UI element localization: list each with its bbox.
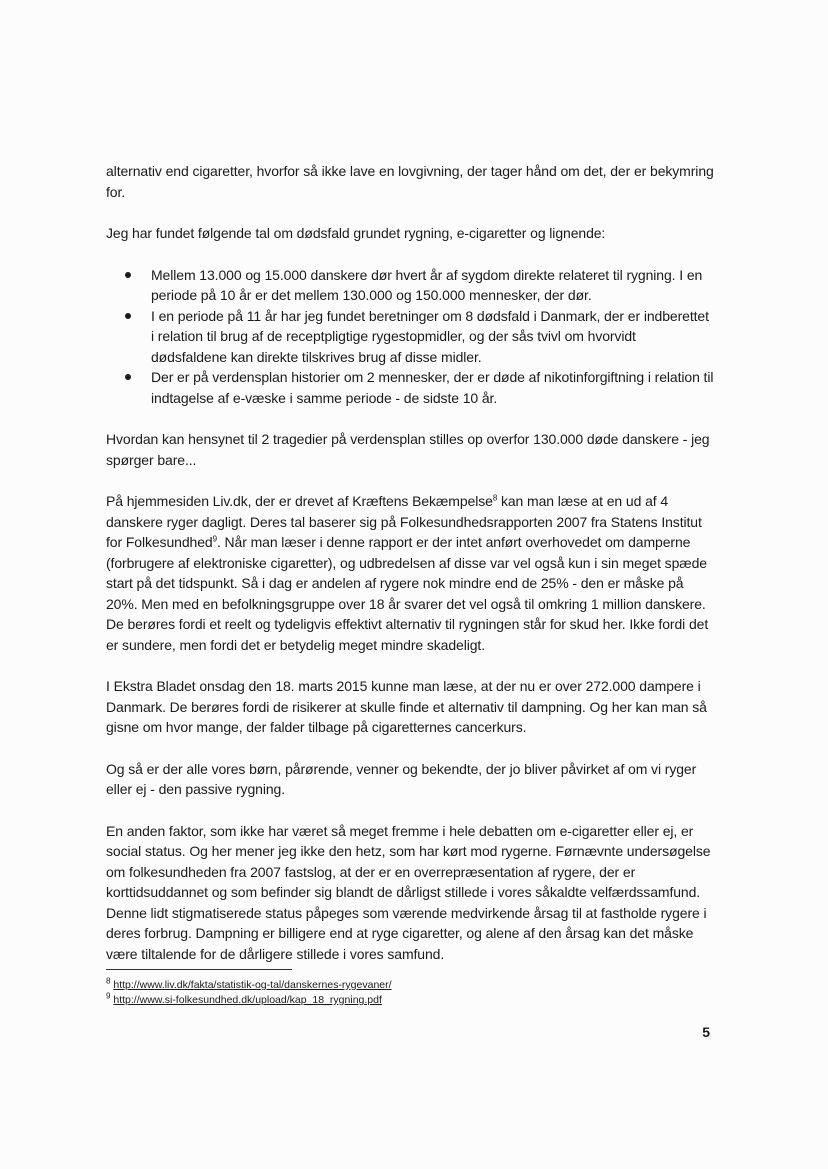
footnote [106,993,714,1008]
paragraph: Hvordan kan hensynet til 2 tragedier på verdensplan stilles op overfor 130.000 døde danskere - jeg spørger bare... [106,431,710,468]
bullet-list [106,265,714,409]
footnote-divider [106,969,292,970]
page-number: 5 [702,1024,710,1040]
footnote-link[interactable]: http://www.si-folkesundhed.dk/upload/kap_18_rygning.pdf [113,994,382,1006]
paragraph [106,491,714,655]
list-item: Der er på verdensplan historier om 2 mennesker, der er døde af nikotinforgiftning i relation til indtagelse af e-væske i samme periode - de sidste 10 år. [151,367,714,408]
footnote [106,978,714,993]
footnote-number: 8 [106,976,111,986]
text-segment: På hjemmesiden Liv.dk, der er drevet af Kræftens Bekæmpelse [106,493,493,509]
footnote-number: 9 [106,991,111,1001]
list-item: I en periode på 11 år har jeg fundet beretninger om 8 dødsfald i Danmark, der er indberettet i relation til brug af de receptpligtige rygestopmidler, og der sås tvivl om hvorvidt dødsfaldene kan direkte tilskrives brug af disse midler. [151,306,714,368]
footnote-ref[interactable]: 9 [212,534,217,544]
paragraph: En anden faktor, som ikke har været så meget fremme i hele debatten om e-cigaretter eller ej, er social status. Og her mener jeg ikke den hetz, som har kørt mod rygerne. Førnævnte undersøgelse om folkesundheden fra 2007 fastslog, at der er en overrepræsentation af rygere, der er korttidsuddannet og som befinder sig blandt de dårligst stillede i vores såkaldte velfærdssamfund. Denne lidt stigmatiserede status påpeges som værende medvirkende årsag til at fastholde rygere i deres forbrug. Dampning er billigere end at ryge cigaretter, og alene af den årsag kan det måske være tiltalende for de dårligere stillede i vores samfund. [106,822,711,962]
paragraph: I Ekstra Bladet onsdag den 18. marts 2015 kunne man læse, at der nu er over 272.000 dampere i Danmark. De berøres fordi de risikerer at skulle finde et alternativ til dampning. Og her kan man så gisne om hvor mange, der falder tilbage på cigaretternes cancerkurs. [106,678,707,735]
body-text [106,161,714,985]
footnote-link[interactable]: http://www.liv.dk/fakta/statistik-og-tal/danskernes-rygevaner/ [113,979,392,991]
text-segment: kan man læse at en ud af 4 danskere ryger dagligt. Deres tal baserer sig på Folkesundhedsrapporten 2007 fra Statens Institut for Folkesundhed [106,493,702,550]
paragraph: alternativ end cigaretter, hvorfor så ikke lave en lovgivning, der tager hånd om det, der er bekymring for. [106,163,714,200]
text-segment: . Når man læser i denne rapport er der intet anført overhovedet om damperne (forbrugere af elektroniske cigaretter), og udbredelsen af disse var vel også kun i sin meget spæde start på det tidspunkt. Så i dag er andelen af rygere nok mindre end de 25% - den er måske på 20%. Men med en befolkningsgruppe over 18 år svarer det vel også til omkring 1 million danskere. De berøres fordi et reelt og tydeligvis effektivt alternativ til rygningen står for skud her. Ikke fordi det er sundere, men fordi det er betydelig meget mindre skadeligt. [106,534,709,653]
footnotes [106,969,714,1008]
paragraph: Jeg har fundet følgende tal om dødsfald grundet rygning, e-cigaretter og lignende: [106,225,606,241]
list-item: Mellem 13.000 og 15.000 danskere dør hvert år af sygdom direkte relateret til rygning. I en periode på 10 år er det mellem 130.000 og 150.000 mennesker, der dør. [151,265,714,306]
footnote-ref[interactable]: 8 [492,493,498,503]
paragraph: Og så er der alle vores børn, pårørende, venner og bekendte, der jo bliver påvirket af om vi ryger eller ej - den passive rygning. [106,760,697,797]
